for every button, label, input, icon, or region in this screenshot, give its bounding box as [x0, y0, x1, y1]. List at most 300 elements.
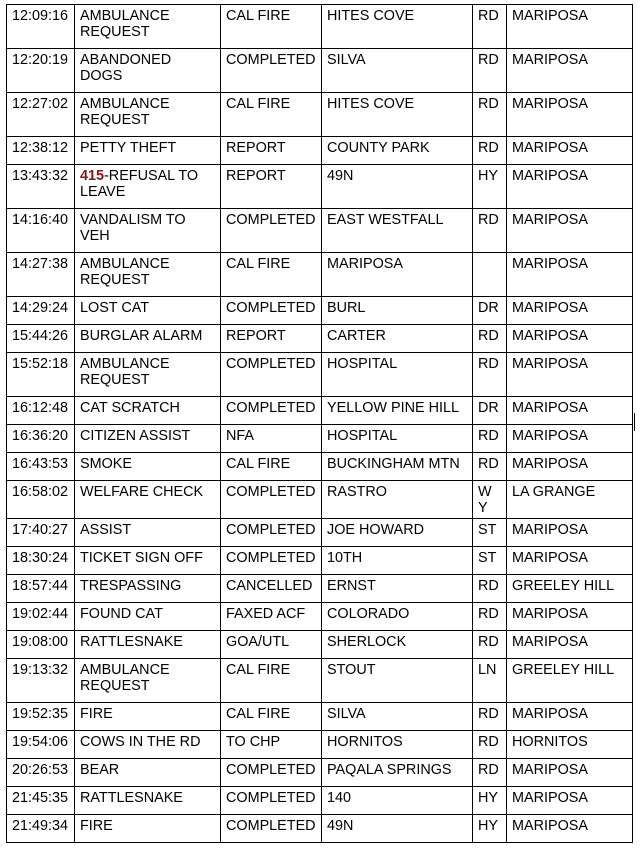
street-suffix-text: RD — [478, 96, 499, 112]
area-text: MARIPOSA — [512, 606, 588, 622]
area-text: HORNITOS — [512, 734, 588, 750]
call-type-cell — [75, 519, 221, 547]
disposition-text: COMPLETED — [226, 300, 316, 316]
disposition-text: TO CHP — [226, 734, 281, 750]
call-type-text: BURGLAR ALARM — [80, 328, 203, 344]
area-cell — [507, 759, 633, 787]
area-cell — [507, 659, 633, 703]
call-time-text: 17:40:27 — [12, 522, 69, 538]
call-type-text: AMBULANCE REQUEST — [80, 96, 170, 128]
street-text: HITES COVE — [327, 8, 415, 24]
street-suffix-text: RD — [478, 140, 499, 156]
street-cell — [322, 353, 473, 397]
table-row — [7, 209, 633, 253]
street-cell — [322, 165, 473, 209]
street-cell — [322, 603, 473, 631]
disposition-cell — [221, 325, 322, 353]
call-time-cell — [7, 481, 75, 519]
call-type-cell — [75, 353, 221, 397]
call-type-text: ABANDONED DOGS — [80, 52, 172, 84]
call-time-text: 16:36:20 — [12, 428, 69, 444]
call-time-text: 12:20:19 — [12, 52, 69, 68]
table-row — [7, 5, 633, 49]
call-type-cell — [75, 759, 221, 787]
street-suffix-cell — [473, 547, 507, 575]
call-type-text: WELFARE CHECK — [80, 484, 204, 500]
area-cell — [507, 325, 633, 353]
street-suffix-cell — [473, 253, 507, 297]
call-time-cell — [7, 353, 75, 397]
call-time-text: 14:16:40 — [12, 212, 69, 228]
table-row — [7, 297, 633, 325]
call-type-text: RATTLESNAKE — [80, 634, 183, 650]
call-time-text: 18:57:44 — [12, 578, 69, 594]
street-cell — [322, 209, 473, 253]
call-type-text: CITIZEN ASSIST — [80, 428, 191, 444]
street-cell — [322, 425, 473, 453]
call-type-text: FIRE — [80, 818, 113, 834]
call-time-text: 20:26:53 — [12, 762, 69, 778]
call-type-cell — [75, 397, 221, 425]
street-suffix-cell — [473, 425, 507, 453]
table-row — [7, 49, 633, 93]
area-cell — [507, 93, 633, 137]
street-suffix-text: RD — [478, 606, 499, 622]
call-type-cell — [75, 5, 221, 49]
call-time-text: 19:52:35 — [12, 706, 69, 722]
street-text: COLORADO — [327, 606, 410, 622]
call-time-cell — [7, 165, 75, 209]
street-suffix-cell — [473, 631, 507, 659]
street-suffix-cell — [473, 659, 507, 703]
area-cell — [507, 297, 633, 325]
disposition-text: COMPLETED — [226, 356, 316, 372]
disposition-text: COMPLETED — [226, 522, 316, 538]
street-suffix-text: ST — [478, 550, 497, 566]
call-type-text: TRESPASSING — [80, 578, 182, 594]
disposition-cell — [221, 731, 322, 759]
call-type-text: PETTY THEFT — [80, 140, 177, 156]
call-time-text: 16:12:48 — [12, 400, 69, 416]
call-time-cell — [7, 631, 75, 659]
disposition-cell — [221, 519, 322, 547]
table-row — [7, 353, 633, 397]
call-time-cell — [7, 703, 75, 731]
area-cell — [507, 575, 633, 603]
area-cell — [507, 49, 633, 93]
street-suffix-text: LN — [478, 662, 497, 678]
call-type-cell — [75, 787, 221, 815]
street-suffix-text: ST — [478, 522, 497, 538]
street-suffix-text: HY — [478, 168, 498, 184]
call-time-cell — [7, 93, 75, 137]
table-row — [7, 93, 633, 137]
call-type-text: AMBULANCE REQUEST — [80, 356, 170, 388]
street-suffix-text: DR — [478, 300, 499, 316]
area-cell — [507, 5, 633, 49]
street-suffix-cell — [473, 731, 507, 759]
street-text: 10TH — [327, 550, 363, 566]
street-cell — [322, 659, 473, 703]
area-cell — [507, 353, 633, 397]
area-text: MARIPOSA — [512, 168, 588, 184]
call-time-cell — [7, 787, 75, 815]
street-suffix-text: HY — [478, 790, 498, 806]
call-type-cell — [75, 93, 221, 137]
call-type-cell — [75, 575, 221, 603]
street-suffix-cell — [473, 703, 507, 731]
area-cell — [507, 453, 633, 481]
street-cell — [322, 397, 473, 425]
street-text: BURL — [327, 300, 366, 316]
call-time-cell — [7, 397, 75, 425]
call-type-text: BEAR — [80, 762, 120, 778]
table-row — [7, 603, 633, 631]
street-cell — [322, 631, 473, 659]
call-type-text: RATTLESNAKE — [80, 790, 183, 806]
call-time-text: 21:49:34 — [12, 818, 69, 834]
disposition-text: COMPLETED — [226, 550, 316, 566]
call-type-cell — [75, 453, 221, 481]
call-time-cell — [7, 325, 75, 353]
street-cell — [322, 253, 473, 297]
disposition-text: CANCELLED — [226, 578, 313, 594]
street-suffix-text: HY — [478, 818, 498, 834]
disposition-cell — [221, 453, 322, 481]
area-cell — [507, 397, 633, 425]
street-cell — [322, 93, 473, 137]
disposition-cell — [221, 137, 322, 165]
street-suffix-cell — [473, 575, 507, 603]
street-text: ERNST — [327, 578, 376, 594]
street-text: RASTRO — [327, 484, 387, 500]
call-time-text: 16:43:53 — [12, 456, 69, 472]
area-text: MARIPOSA — [512, 456, 588, 472]
disposition-cell — [221, 703, 322, 731]
area-cell — [507, 481, 633, 519]
street-suffix-text: RD — [478, 762, 499, 778]
call-time-cell — [7, 253, 75, 297]
street-text: YELLOW PINE HILL — [327, 400, 459, 416]
disposition-text: CAL FIRE — [226, 456, 291, 472]
call-time-cell — [7, 547, 75, 575]
call-time-cell — [7, 425, 75, 453]
street-suffix-cell — [473, 297, 507, 325]
area-text: MARIPOSA — [512, 8, 588, 24]
table-row — [7, 325, 633, 353]
street-suffix-cell — [473, 137, 507, 165]
call-time-cell — [7, 5, 75, 49]
disposition-cell — [221, 547, 322, 575]
call-type-text: TICKET SIGN OFF — [80, 550, 203, 566]
call-time-text: 16:58:02 — [12, 484, 69, 500]
area-text: MARIPOSA — [512, 300, 588, 316]
street-suffix-text: RD — [478, 428, 499, 444]
street-suffix-text: RD — [478, 634, 499, 650]
street-cell — [322, 759, 473, 787]
area-text: MARIPOSA — [512, 428, 588, 444]
area-cell — [507, 603, 633, 631]
call-time-text: 14:27:38 — [12, 256, 69, 272]
call-time-text: 12:27:02 — [12, 96, 69, 112]
street-suffix-text: RD — [478, 52, 499, 68]
disposition-cell — [221, 631, 322, 659]
call-type-cell — [75, 659, 221, 703]
call-time-text: 18:30:24 — [12, 550, 69, 566]
call-type-cell — [75, 547, 221, 575]
call-type-cell — [75, 481, 221, 519]
area-cell — [507, 703, 633, 731]
disposition-cell — [221, 575, 322, 603]
disposition-cell — [221, 481, 322, 519]
call-type-text: AMBULANCE REQUEST — [80, 662, 170, 694]
street-text: STOUT — [327, 662, 376, 678]
call-type-cell — [75, 815, 221, 843]
area-text: MARIPOSA — [512, 356, 588, 372]
disposition-cell — [221, 815, 322, 843]
call-type-text: ASSIST — [80, 522, 132, 538]
street-text: 140 — [327, 790, 352, 806]
area-cell — [507, 631, 633, 659]
disposition-text: FAXED ACF — [226, 606, 306, 622]
call-time-cell — [7, 297, 75, 325]
area-cell — [507, 547, 633, 575]
street-suffix-cell — [473, 397, 507, 425]
table-row — [7, 137, 633, 165]
street-suffix-cell — [473, 815, 507, 843]
street-cell — [322, 481, 473, 519]
disposition-text: COMPLETED — [226, 818, 316, 834]
call-time-text: 13:43:32 — [12, 168, 69, 184]
street-suffix-cell — [473, 353, 507, 397]
street-cell — [322, 453, 473, 481]
street-cell — [322, 815, 473, 843]
call-time-text: 15:44:26 — [12, 328, 69, 344]
street-text: BUCKINGHAM MTN — [327, 456, 460, 472]
call-time-text: 12:09:16 — [12, 8, 69, 24]
area-text: MARIPOSA — [512, 400, 588, 416]
call-type-text: VANDALISM TO VEH — [80, 212, 186, 244]
street-suffix-cell — [473, 5, 507, 49]
table-row — [7, 659, 633, 703]
call-time-text: 21:45:35 — [12, 790, 69, 806]
street-text: 49N — [327, 168, 354, 184]
disposition-text: COMPLETED — [226, 790, 316, 806]
area-text: MARIPOSA — [512, 634, 588, 650]
table-row — [7, 519, 633, 547]
disposition-text: CAL FIRE — [226, 662, 291, 678]
call-type-cell — [75, 165, 221, 209]
street-suffix-cell — [473, 93, 507, 137]
disposition-cell — [221, 787, 322, 815]
table-row — [7, 731, 633, 759]
call-time-cell — [7, 137, 75, 165]
disposition-text: CAL FIRE — [226, 96, 291, 112]
street-suffix-text: RD — [478, 456, 499, 472]
table-row — [7, 253, 633, 297]
street-text: 49N — [327, 818, 354, 834]
street-suffix-text: RD — [478, 706, 499, 722]
disposition-cell — [221, 425, 322, 453]
call-type-cell — [75, 137, 221, 165]
area-text: MARIPOSA — [512, 550, 588, 566]
street-text: JOE HOWARD — [327, 522, 425, 538]
disposition-text: REPORT — [226, 168, 286, 184]
area-text: MARIPOSA — [512, 52, 588, 68]
street-text: HOSPITAL — [327, 428, 398, 444]
disposition-cell — [221, 93, 322, 137]
table-row — [7, 453, 633, 481]
call-time-text: 12:38:12 — [12, 140, 69, 156]
street-cell — [322, 519, 473, 547]
street-suffix-text: RD — [478, 212, 499, 228]
disposition-text: COMPLETED — [226, 400, 316, 416]
street-suffix-text: WY — [478, 484, 492, 516]
street-text: SILVA — [327, 52, 366, 68]
street-suffix-cell — [473, 453, 507, 481]
disposition-text: CAL FIRE — [226, 8, 291, 24]
area-text: MARIPOSA — [512, 762, 588, 778]
call-type-cell — [75, 703, 221, 731]
call-time-text: 15:52:18 — [12, 356, 69, 372]
area-cell — [507, 253, 633, 297]
table-row — [7, 703, 633, 731]
call-time-cell — [7, 49, 75, 93]
street-suffix-cell — [473, 519, 507, 547]
street-text: HOSPITAL — [327, 356, 398, 372]
call-time-cell — [7, 603, 75, 631]
call-type-text: -REFUSAL TO LEAVE — [80, 168, 199, 200]
call-type-cell — [75, 325, 221, 353]
disposition-text: COMPLETED — [226, 52, 316, 68]
street-suffix-cell — [473, 325, 507, 353]
disposition-text: NFA — [226, 428, 254, 444]
street-suffix-text: RD — [478, 328, 499, 344]
street-suffix-cell — [473, 165, 507, 209]
call-type-text: AMBULANCE REQUEST — [80, 8, 170, 40]
call-time-cell — [7, 575, 75, 603]
call-type-cell — [75, 425, 221, 453]
table-row — [7, 425, 633, 453]
page-edge-mark — [634, 413, 635, 431]
call-time-text: 19:08:00 — [12, 634, 69, 650]
street-cell — [322, 547, 473, 575]
table-row — [7, 815, 633, 843]
area-text: GREELEY HILL — [512, 662, 615, 678]
street-cell — [322, 325, 473, 353]
street-suffix-cell — [473, 481, 507, 519]
call-time-cell — [7, 759, 75, 787]
call-type-text: FOUND CAT — [80, 606, 163, 622]
area-text: MARIPOSA — [512, 140, 588, 156]
disposition-text: GOA/UTL — [226, 634, 290, 650]
street-text: CARTER — [327, 328, 386, 344]
table-row — [7, 547, 633, 575]
disposition-cell — [221, 603, 322, 631]
street-suffix-text: RD — [478, 8, 499, 24]
disposition-text: COMPLETED — [226, 762, 316, 778]
disposition-cell — [221, 659, 322, 703]
call-type-cell — [75, 297, 221, 325]
street-suffix-cell — [473, 759, 507, 787]
disposition-cell — [221, 759, 322, 787]
disposition-cell — [221, 5, 322, 49]
area-text: LA GRANGE — [512, 484, 596, 500]
disposition-text: COMPLETED — [226, 212, 316, 228]
call-type-cell — [75, 603, 221, 631]
area-cell — [507, 137, 633, 165]
area-cell — [507, 165, 633, 209]
area-cell — [507, 209, 633, 253]
street-suffix-text: RD — [478, 734, 499, 750]
disposition-cell — [221, 209, 322, 253]
table-row — [7, 165, 633, 209]
call-time-cell — [7, 659, 75, 703]
street-cell — [322, 731, 473, 759]
disposition-text: COMPLETED — [226, 484, 316, 500]
call-type-text: SMOKE — [80, 456, 132, 472]
area-cell — [507, 787, 633, 815]
street-text: EAST WESTFALL — [327, 212, 444, 228]
call-time-cell — [7, 815, 75, 843]
area-text: MARIPOSA — [512, 256, 588, 272]
area-cell — [507, 731, 633, 759]
street-text: PAQALA SPRINGS — [327, 762, 452, 778]
street-text: MARIPOSA — [327, 256, 403, 272]
area-text: GREELEY HILL — [512, 578, 615, 594]
area-cell — [507, 519, 633, 547]
call-type-text: FIRE — [80, 706, 113, 722]
street-suffix-text: RD — [478, 578, 499, 594]
street-text: SHERLOCK — [327, 634, 407, 650]
call-time-text: 19:02:44 — [12, 606, 69, 622]
table-row — [7, 575, 633, 603]
table-row — [7, 631, 633, 659]
call-type-text: COWS IN THE RD — [80, 734, 201, 750]
disposition-cell — [221, 353, 322, 397]
street-cell — [322, 297, 473, 325]
penal-code: 415 — [80, 168, 105, 184]
table-row — [7, 481, 633, 519]
call-time-text: 14:29:24 — [12, 300, 69, 316]
disposition-cell — [221, 253, 322, 297]
call-type-cell — [75, 49, 221, 93]
disposition-text: REPORT — [226, 328, 286, 344]
call-type-cell — [75, 253, 221, 297]
area-text: MARIPOSA — [512, 706, 588, 722]
area-text: MARIPOSA — [512, 818, 588, 834]
street-suffix-text: RD — [478, 356, 499, 372]
street-cell — [322, 5, 473, 49]
call-type-cell — [75, 631, 221, 659]
street-text: COUNTY PARK — [327, 140, 430, 156]
call-time-cell — [7, 453, 75, 481]
area-text: MARIPOSA — [512, 96, 588, 112]
disposition-text: CAL FIRE — [226, 256, 291, 272]
table-row — [7, 759, 633, 787]
area-text: MARIPOSA — [512, 212, 588, 228]
call-type-cell — [75, 731, 221, 759]
street-suffix-text: DR — [478, 400, 499, 416]
area-text: MARIPOSA — [512, 522, 588, 538]
call-type-text: CAT SCRATCH — [80, 400, 180, 416]
table-row — [7, 787, 633, 815]
disposition-cell — [221, 49, 322, 93]
street-text: HORNITOS — [327, 734, 403, 750]
street-cell — [322, 703, 473, 731]
call-log-body — [7, 5, 633, 843]
street-text: HITES COVE — [327, 96, 415, 112]
